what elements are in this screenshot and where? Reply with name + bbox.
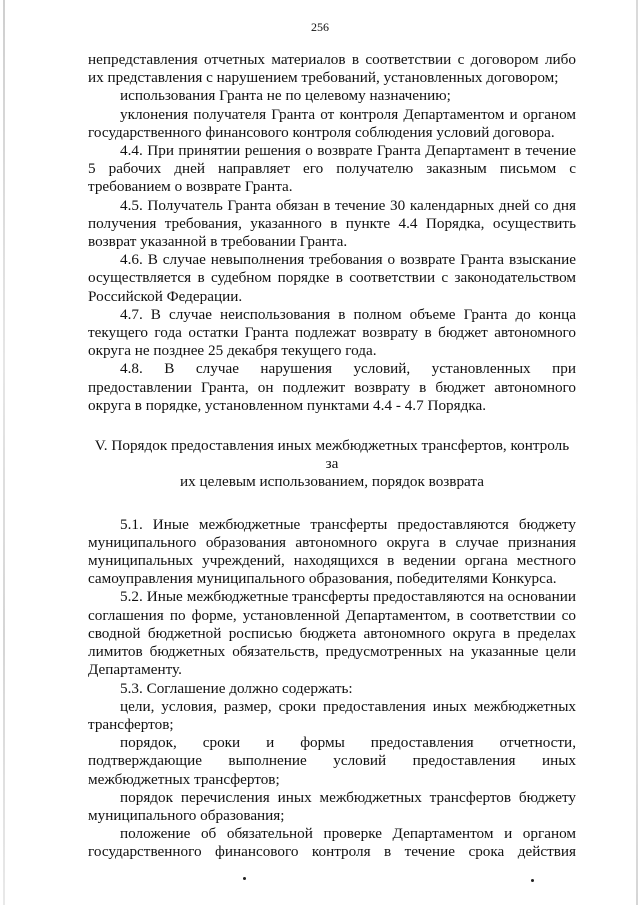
section-heading-line: их целевым использованием, порядок возврата <box>180 473 484 491</box>
paragraph: цели, условия, размер, сроки предоставления иных межбюджетных трансфертов; <box>88 697 576 733</box>
paragraph: непредставления отчетных материалов в соответствии с договором либо их представления с нарушением требований, установленных договором; <box>88 51 576 87</box>
paragraph: 4.6. В случае невыполнения требования о возврате Гранта взыскание осуществляется в судебном порядке в соответствии с законодательством Российской Федерации. <box>88 251 576 305</box>
scan-speck <box>531 879 534 882</box>
section-heading-line: V. Порядок предоставления иных межбюджетных трансфертов, контроль за <box>94 437 570 473</box>
paragraph: использования Гранта не по целевому назначению; <box>120 87 451 105</box>
page-number: 256 <box>311 20 329 34</box>
scan-edge-right <box>636 0 638 905</box>
document-body <box>88 51 576 862</box>
paragraph: порядок перечисления иных межбюджетных трансфертов бюджету муниципального образования; <box>88 788 576 824</box>
paragraph: порядок, сроки и формы предоставления отчетности, подтверждающие выполнение условий предоставления иных межбюджетных трансфертов; <box>88 734 576 788</box>
paragraph: 5.1. Иные межбюджетные трансферты предоставляются бюджету муниципального образования автономного округа в случае признания муниципальных учреждений, находящихся в ведении органа местного самоуправления муниципального образования, победителями Конкурса. <box>88 515 576 588</box>
paragraph: 4.7. В случае неиспользования в полном объеме Гранта до конца текущего года остатки Гранта подлежат возврату в бюджет автономного округа не позднее 25 декабря текущего года. <box>88 305 576 360</box>
paragraph: 4.4. При принятии решения о возврате Гранта Департамент в течение 5 рабочих дней направляет его получателю заказным письмом с требованием о возврате Гранта. <box>88 142 576 196</box>
paragraph: положение об обязательной проверке Департаментом и органом государственного финансового контроля в течение срока действия <box>88 825 576 861</box>
scan-edge-left <box>3 0 5 905</box>
paragraph: 4.5. Получатель Гранта обязан в течение 30 календарных дней со дня получения требования, указанного в пункте 4.4 Порядка, осуществить возврат указанной в требовании Гранта. <box>88 196 576 251</box>
paragraph: 5.2. Иные межбюджетные трансферты предоставляются на основании соглашения по форме, установленной Департаментом, в соответствии со сводной бюджетной росписью бюджета автономного округа в пределах лимитов бюджетных обязательств, предусмотренных на указанные цели Департаменту. <box>88 588 576 679</box>
paragraph: 4.8. В случае нарушения условий, установленных при предоставлении Гранта, он подлежит возврату в бюджет автономного округа в порядке, установленном пунктами 4.4 - 4.7 Порядка. <box>88 360 576 414</box>
section-heading <box>88 437 576 492</box>
scan-speck <box>243 877 246 880</box>
paragraph: 5.3. Соглашение должно содержать: <box>120 679 353 697</box>
paragraph: уклонения получателя Гранта от контроля Департаментом и органом государственного финансового контроля соблюдения условий договора. <box>88 105 576 141</box>
